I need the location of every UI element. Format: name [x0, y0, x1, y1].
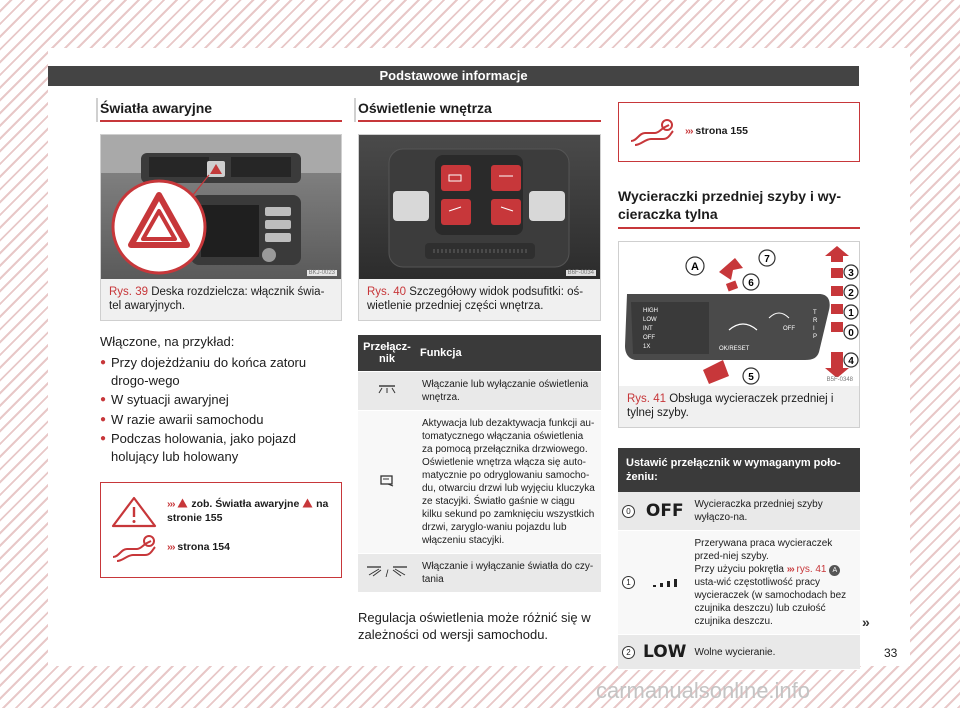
intermittent-bars-icon: [651, 574, 679, 588]
wiper-stalk-illustration: [619, 242, 859, 386]
cross-ref-arrow: ›››: [167, 540, 175, 553]
notice-box: [100, 482, 342, 578]
notice-box: [618, 102, 860, 162]
stalk-label: I: [813, 326, 815, 332]
figure-caption: [359, 279, 600, 320]
watermark: carmanualsonline.info: [596, 678, 811, 703]
figure-ref: Rys. 40: [367, 286, 406, 298]
headliner-illustration: [359, 135, 600, 279]
column-interior-lights: [358, 94, 601, 644]
table-cell-text: Włączanie i wyłączanie światła do czy-tania: [416, 553, 601, 592]
environment-note-icon: [627, 115, 677, 149]
table-cell-text: [690, 531, 860, 635]
figure-code: B5F-0348: [826, 377, 853, 383]
cross-ref-arrow: ›››: [786, 564, 794, 576]
stalk-label: T: [813, 310, 817, 316]
intro-text: Włączone, na przykład:: [100, 333, 235, 349]
figure-41: [618, 241, 860, 428]
interior-switch-table: [358, 335, 601, 593]
table-cell-icon: [358, 410, 416, 553]
row-text-b-post: usta-wić częstotliwość pracy wycieraczek (w samochodach bez czujnika deszczu) lub czułość czujnika deszczu.: [694, 577, 847, 628]
position-badge: 0: [622, 505, 635, 518]
dashboard-hazard-image: [101, 135, 341, 279]
cross-ref-link[interactable]: strona 154: [177, 540, 230, 553]
figure-code: B6F-0034: [567, 270, 594, 276]
reading-light-right-icon: [391, 565, 409, 577]
section-title-wipers: Wycieraczki przedniej szyby i wy-cieraczka tylna: [618, 182, 860, 229]
table-cell-text: Wycieraczka przedniej szyby wyłączo-na.: [690, 492, 860, 531]
notice-row-environment: [109, 531, 333, 565]
row-text-b-pre: Przy użyciu pokrętła: [694, 564, 784, 576]
stalk-label: OK/RESET: [719, 346, 750, 352]
continue-mark: »: [862, 614, 870, 630]
figure-ref: Rys. 39: [109, 286, 148, 298]
section-title-interior: Oświetlenie wnętrza: [358, 94, 601, 122]
page-header: Podstawowe informacje: [48, 66, 859, 86]
cross-ref-link[interactable]: zob. Światła awaryjne: [191, 497, 300, 510]
callout-6: 6: [748, 278, 754, 289]
callout-1: 1: [848, 308, 854, 319]
table-row: [618, 635, 860, 670]
interior-light-icon: [376, 383, 398, 395]
callout-5: 5: [748, 372, 754, 383]
page-number: 33: [884, 646, 898, 660]
notice-row-environment: [627, 115, 851, 149]
figure-code: BKJ-0023: [308, 270, 335, 276]
row-text-a: Przerywana praca wycieraczek przed-niej szyby.: [694, 538, 833, 563]
cross-ref-link[interactable]: strona 155: [695, 125, 748, 138]
bullet-list: [100, 354, 342, 465]
door-contact-icon: [379, 473, 395, 487]
table-row: [358, 371, 601, 410]
table-cell-text: Wolne wycieranie.: [690, 635, 860, 670]
table-row: [618, 531, 860, 635]
column-hazard-lights: [100, 94, 342, 578]
callout-a: A: [691, 261, 699, 273]
cross-ref-arrow: ›››: [167, 497, 175, 510]
callout-0: 0: [848, 328, 854, 339]
section-title-hazard: Światła awaryjne: [100, 94, 342, 122]
headliner-image: [359, 135, 600, 279]
stalk-label: P: [813, 334, 818, 340]
warning-mini-icon: [177, 498, 188, 508]
callout-2: 2: [848, 288, 854, 299]
callout-3: 3: [848, 268, 854, 279]
figure-caption-text: Szczegółowy widok podsufitki: oś-wietlenie przedniej części wnętrza.: [367, 286, 584, 313]
wiper-stalk-image: [619, 242, 859, 386]
figure-40: [358, 134, 601, 321]
reading-light-left-icon: [365, 565, 383, 577]
cross-ref-tail: na stronie 155: [167, 497, 329, 524]
warning-mini-icon: [302, 498, 313, 508]
figure-caption-text: Obsługa wycieraczek przedniej i tylnej szyby.: [627, 393, 834, 420]
callout-a-badge: A: [829, 565, 840, 576]
table-cell-icon: [358, 371, 416, 410]
column-wipers: [618, 94, 860, 670]
figure-39: [100, 134, 342, 321]
table-cell-symbol: OFF: [639, 492, 690, 531]
environment-note-icon: [109, 531, 159, 565]
table-row: [618, 492, 860, 531]
icon-separator: /: [385, 568, 389, 580]
notice-text-environment: [159, 541, 230, 555]
table-cell-text: Aktywacja lub dezaktywacja funkcji au-tomatycznego włączania oświetlenia za pomocą przełącznika drzwiowego. Oświetlenie wnętrza włącza się auto-matycznie po odryglowaniu samocho-du, otwarciu drzwi lub wyjęciu kluczyka ze stacyjki. Światło gaśnie w ciągu kilku sekund po zamknięciu wszystkich drzwi, zaryglo-waniu pojazdu lub włączeniu stacyjki.: [416, 410, 601, 553]
list-item: ● Przy dojeżdżaniu do końca zatoru drogo-wego: [100, 354, 342, 389]
stalk-label: R: [813, 318, 818, 324]
stalk-label: 1X: [643, 344, 651, 350]
table-cell-icon: [358, 553, 416, 592]
position-badge: 1: [622, 576, 635, 589]
callout-4: 4: [848, 356, 854, 367]
table-header-function: Funkcja: [416, 335, 601, 372]
table-cell-num: [618, 635, 639, 670]
table-header: Ustawić przełącznik w wymaganym poło-żeniu:: [618, 448, 860, 493]
cross-ref-link[interactable]: rys. 41: [796, 564, 827, 576]
figure-ref: Rys. 41: [627, 393, 666, 405]
dashboard-illustration: [101, 135, 341, 279]
stalk-label: INT: [643, 326, 653, 332]
table-cell-symbol: LOW: [639, 635, 690, 670]
stalk-label: OFF: [783, 326, 795, 332]
warning-icon: [109, 495, 159, 529]
cross-ref-arrow: ›››: [685, 125, 693, 138]
table-row: [358, 553, 601, 592]
figure-caption: [101, 279, 341, 320]
notice-text-hazard: [159, 498, 333, 525]
footer-text: Regulacja oświetlenia może różnić się w zależności od wersji samochodu.: [358, 609, 591, 643]
notice-row-warning: [109, 495, 333, 529]
stalk-label: LOW: [643, 317, 657, 323]
callout-7: 7: [764, 254, 770, 265]
table-cell-num: [618, 492, 639, 531]
position-badge: 2: [622, 646, 635, 659]
table-cell-text: Włączanie lub wyłączanie oświetlenia wnętrza.: [416, 371, 601, 410]
list-item: ● W razie awarii samochodu: [100, 411, 342, 429]
table-cell-num: [618, 531, 639, 635]
stalk-label: HIGH: [643, 308, 658, 314]
figure-caption: [619, 386, 859, 427]
wiper-position-table: [618, 448, 860, 671]
list-item: ● Podczas holowania, jako pojazd holujący lub holowany: [100, 430, 342, 465]
notice-text: [677, 125, 748, 139]
table-header-switch: Przełącz-nik: [358, 335, 416, 372]
table-row: [358, 410, 601, 553]
list-item: ● W sytuacji awaryjnej: [100, 391, 342, 409]
figure-caption-text: Deska rozdzielcza: włącznik świa-tel awaryjnych.: [109, 286, 325, 313]
stalk-label: OFF: [643, 335, 655, 341]
table-cell-symbol: [639, 531, 690, 635]
